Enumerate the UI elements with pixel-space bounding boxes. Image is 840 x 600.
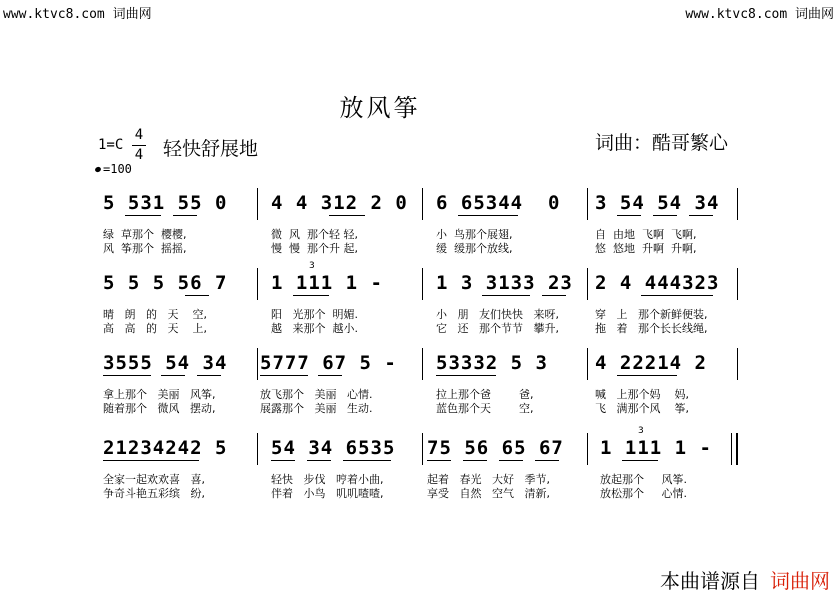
beam (271, 460, 295, 461)
lyric-verse-2: 高 高 的 天 上, (103, 322, 207, 335)
lyric-verse-2: 伴着 小鸟 叽叽喳喳, (271, 487, 384, 500)
beam (293, 295, 329, 296)
notes: 5 531 55 0 (103, 192, 228, 214)
barline (422, 268, 423, 300)
notes: 53332 5 3 (436, 352, 548, 374)
lyric-verse-1: 小 朋 友们快快 来呀, (436, 308, 559, 321)
beam (499, 460, 523, 461)
song-title: 放风筝 (339, 94, 421, 122)
beam (197, 375, 221, 376)
notes: 4 22214 2 (595, 352, 707, 374)
notes: 5777 67 5 - (260, 352, 397, 374)
lyric-verse-2: 随着那个 微风 摆动, (103, 402, 216, 415)
barline (737, 268, 738, 300)
beam (161, 375, 185, 376)
lyric-verse-1: 穿 上 那个新鲜便装, (595, 308, 708, 321)
metronome-marking (95, 162, 132, 176)
notes: 3555 54 34 (103, 352, 228, 374)
beam (103, 375, 151, 376)
lyric-verse-2: 慢 慢 那个升 起, (271, 242, 358, 255)
footer-source-text: 本曲谱源自 (660, 569, 760, 593)
tempo-marking: 轻快舒展地 (163, 138, 259, 160)
barline (587, 268, 588, 300)
lyric-verse-2: 缓 缓那个放线, (436, 242, 513, 255)
barline (257, 188, 258, 220)
source-footer (660, 565, 830, 594)
triplet-mark: 3 (638, 426, 644, 436)
lyric-verse-1: 全家一起欢欢喜 喜, (103, 473, 205, 486)
watermark-right: www.ktvc8.com 词曲网 (685, 7, 834, 22)
notes: 2 4 444323 (595, 272, 720, 294)
barline (257, 348, 258, 380)
lyric-verse-2: 它 还 那个节节 攀升, (436, 322, 559, 335)
lyric-verse-1: 拿上那个 美丽 风筝, (103, 388, 216, 401)
lyric-verse-1: 轻快 步伐 哼着小曲, (271, 473, 384, 486)
barline (737, 188, 738, 220)
barline (737, 348, 738, 380)
beam (427, 460, 451, 461)
beam (307, 460, 331, 461)
lyric-verse-1: 放飞那个 美丽 心情. (260, 388, 373, 401)
beam (617, 215, 641, 216)
lyric-verse-2: 蓝色那个天 空, (436, 402, 534, 415)
composer-credit: 词曲：酷哥繁心 (595, 132, 729, 154)
footer-site-name: 词曲网 (770, 569, 830, 593)
barline (422, 433, 423, 465)
notes: 4 4 312 2 0 (271, 192, 408, 214)
lyric-verse-2: 享受 自然 空气 清新, (427, 487, 550, 500)
lyric-verse-2: 放松那个 心情. (600, 487, 687, 500)
beam (329, 215, 365, 216)
lyric-verse-1: 小 鸟那个展翅, (436, 228, 513, 241)
notes: 3 54 54 34 (595, 192, 720, 214)
metronome-value: =100 (103, 162, 132, 176)
final-barline (736, 433, 738, 465)
lyric-verse-1: 绿 草那个 樱樱, (103, 228, 187, 241)
beam (535, 460, 559, 461)
beam (458, 215, 518, 216)
time-signature (132, 126, 146, 165)
beam (318, 375, 342, 376)
beam (622, 460, 658, 461)
lyric-verse-2: 争奇斗艳五彩缤 纷, (103, 487, 205, 500)
beam (482, 295, 530, 296)
beam (103, 460, 199, 461)
quarter-note-icon (94, 166, 102, 173)
lyric-verse-2: 风 筝那个 摇摇, (103, 242, 187, 255)
key-signature: 1=C (98, 137, 124, 153)
lyric-verse-1: 自 由地 飞啊 飞啊, (595, 228, 697, 241)
watermark-left: www.ktvc8.com 词曲网 (3, 7, 152, 22)
beam (185, 295, 209, 296)
barline (587, 188, 588, 220)
barline (257, 433, 258, 465)
notes: 1 111 1 - (600, 437, 712, 459)
staff-row-4 (95, 425, 745, 543)
notes: 21234242 5 (103, 437, 228, 459)
notes: 75 56 65 67 (427, 437, 564, 459)
beam (173, 215, 197, 216)
notes: 1 3 3133 23 (436, 272, 573, 294)
lyric-verse-1: 阳 光那个 明媚. (271, 308, 358, 321)
triplet-mark: 3 (309, 261, 315, 271)
notes: 6 65344 0 (436, 192, 561, 214)
lyric-verse-2: 越 来那个 越小. (271, 322, 358, 335)
lyric-verse-1: 喊 上那个妈 妈, (595, 388, 689, 401)
notes: 1 111 1 - (271, 272, 383, 294)
lyric-verse-1: 微 风 那个轻 轻, (271, 228, 358, 241)
beam (343, 460, 391, 461)
beam (125, 215, 161, 216)
beam (689, 215, 713, 216)
time-signature-bottom: 4 (132, 145, 146, 165)
lyric-verse-2: 飞 满那个风 筝, (595, 402, 689, 415)
beam (260, 375, 308, 376)
lyric-verse-1: 放起那个 风筝. (600, 473, 687, 486)
barline (587, 433, 588, 465)
beam (653, 215, 677, 216)
beam (641, 295, 713, 296)
barline (731, 433, 732, 465)
lyric-verse-1: 晴 朗 的 天 空, (103, 308, 207, 321)
time-signature-top: 4 (134, 127, 144, 143)
beam (436, 375, 496, 376)
lyric-verse-1: 拉上那个爸 爸, (436, 388, 534, 401)
notes: 54 34 6535 (271, 437, 396, 459)
lyric-verse-1: 起着 春光 大好 季节, (427, 473, 550, 486)
beam (463, 460, 487, 461)
barline (587, 348, 588, 380)
barline (257, 268, 258, 300)
notes: 5 5 5 56 7 (103, 272, 228, 294)
beam (617, 375, 677, 376)
barline (422, 348, 423, 380)
lyric-verse-2: 展露那个 美丽 生动. (260, 402, 373, 415)
lyric-verse-2: 拖 着 那个长长线绳, (595, 322, 708, 335)
beam (542, 295, 566, 296)
barline (422, 188, 423, 220)
lyric-verse-2: 悠 悠地 升啊 升啊, (595, 242, 697, 255)
